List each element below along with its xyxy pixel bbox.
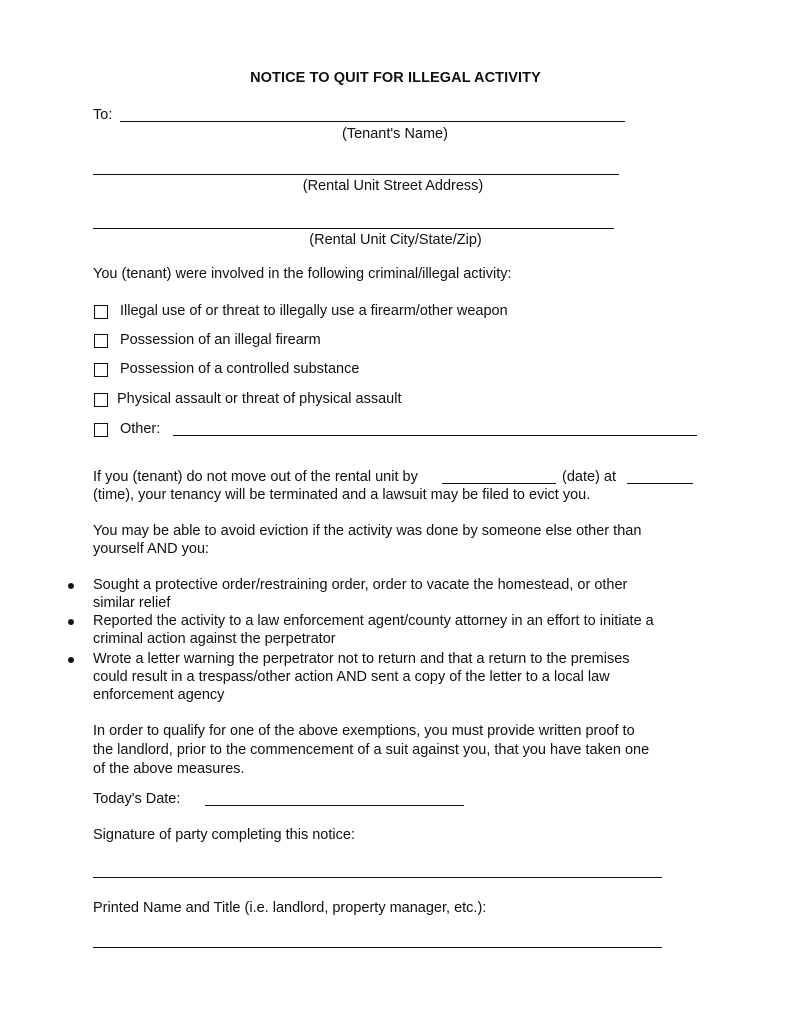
city-state-zip-caption: (Rental Unit City/State/Zip) — [309, 232, 482, 248]
activity-label: Possession of a controlled substance — [120, 361, 360, 377]
printed-name-label: Printed Name and Title (i.e. landlord, property manager, etc.): — [93, 900, 487, 916]
tenant-name-line[interactable] — [120, 121, 625, 122]
qualify-line2: the landlord, prior to the commencement of a suit against you, that you have taken one — [93, 742, 650, 758]
bullet-text: Sought a protective order/restraining order, order to vacate the homestead, or other — [93, 577, 628, 593]
page-title: NOTICE TO QUIT FOR ILLEGAL ACTIVITY — [250, 70, 541, 86]
activity-label-other: Other: — [120, 421, 161, 437]
move-out-text-line2: (time), your tenancy will be terminated and a lawsuit may be filed to evict you. — [93, 487, 591, 503]
signature-line[interactable] — [93, 877, 662, 878]
bullet-dot — [68, 619, 74, 625]
signature-label: Signature of party completing this notice: — [93, 827, 355, 843]
bullet-text: enforcement agency — [93, 687, 225, 703]
activity-label: Physical assault or threat of physical assault — [117, 391, 402, 407]
qualify-line3: of the above measures. — [93, 761, 245, 777]
avoid-eviction-line2: yourself AND you: — [93, 541, 210, 557]
qualify-line1: In order to qualify for one of the above exemptions, you must provide written proof to — [93, 723, 635, 739]
bullet-text: could result in a trespass/other action AND sent a copy of the letter to a local law — [93, 669, 610, 685]
move-out-date-line[interactable] — [442, 483, 556, 484]
street-address-caption: (Rental Unit Street Address) — [302, 178, 484, 194]
bullet-dot — [68, 657, 74, 663]
checkbox-illegal-firearm[interactable] — [94, 334, 108, 348]
tenant-name-caption: (Tenant's Name) — [342, 126, 448, 142]
bullet-text: Reported the activity to a law enforcement agent/county attorney in an effort to initiate a — [93, 613, 654, 629]
todays-date-line[interactable] — [205, 805, 464, 806]
activity-label: Possession of an illegal firearm — [120, 332, 321, 348]
to-label: To: — [93, 107, 113, 123]
bullet-dot — [68, 583, 74, 589]
move-out-text-a: If you (tenant) do not move out of the rental unit by — [93, 469, 418, 485]
other-activity-line[interactable] — [173, 435, 697, 436]
move-out-text-b: (date) at — [562, 469, 616, 485]
checkbox-other[interactable] — [94, 423, 108, 437]
activity-label: Illegal use of or threat to illegally use a firearm/other weapon — [120, 303, 508, 319]
bullet-text: Wrote a letter warning the perpetrator not to return and that a return to the premises — [93, 651, 630, 667]
avoid-eviction-line1: You may be able to avoid eviction if the activity was done by someone else other than — [93, 523, 642, 539]
city-state-zip-line[interactable] — [93, 228, 614, 229]
todays-date-label: Today's Date: — [93, 791, 181, 807]
bullet-text: similar relief — [93, 595, 171, 611]
printed-name-line[interactable] — [93, 947, 662, 948]
checkbox-firearm-weapon[interactable] — [94, 305, 108, 319]
move-out-time-line[interactable] — [627, 483, 693, 484]
checkbox-controlled-substance[interactable] — [94, 363, 108, 377]
bullet-text: criminal action against the perpetrator — [93, 631, 336, 647]
activity-intro: You (tenant) were involved in the following criminal/illegal activity: — [93, 266, 512, 282]
checkbox-physical-assault[interactable] — [94, 393, 108, 407]
street-address-line[interactable] — [93, 174, 619, 175]
